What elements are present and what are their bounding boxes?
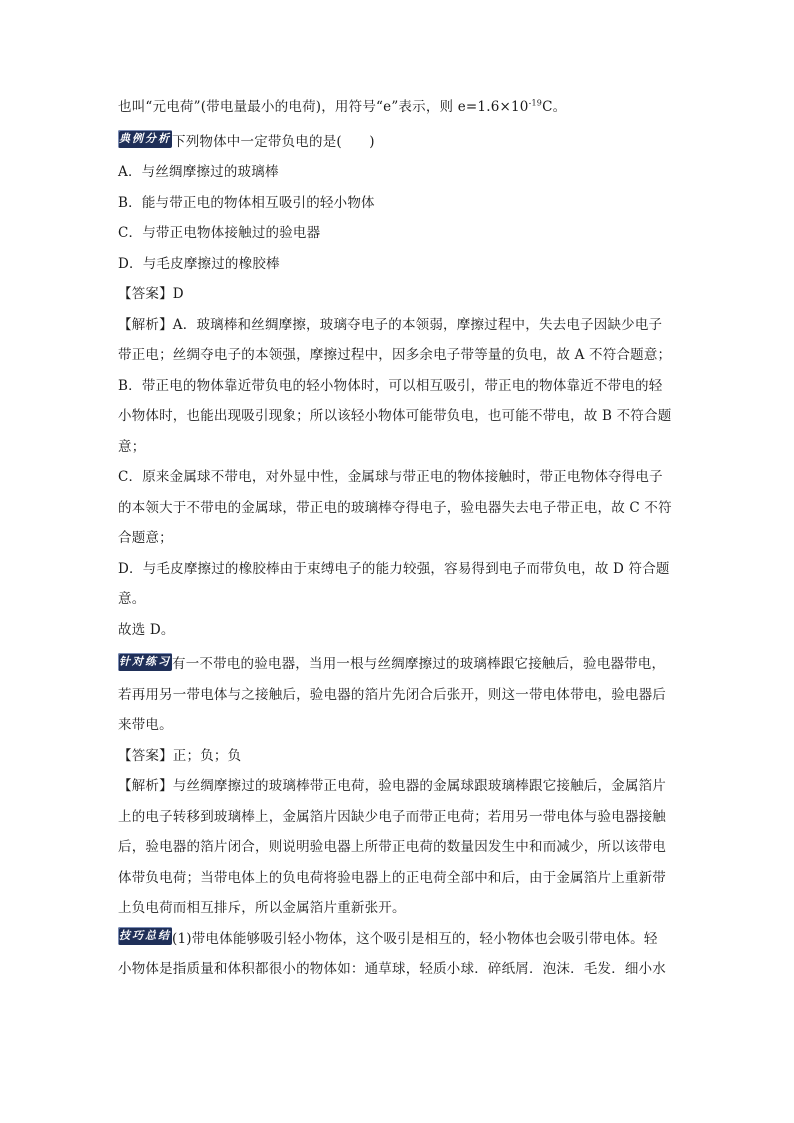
practice-analysis-line: 后，验电器的箔片闭合，则说明验电器上所带正电荷的数量因发生中和而减少，所以该带电 [118,839,666,855]
intro-unit: C。 [542,99,567,115]
analysis-line: D．与毛皮摩擦过的橡胶棒由于束缚电子的能力较强，容易得到电子而带负电，故 D 符合题 [118,560,670,577]
example-badge: 典例分析 [118,130,172,148]
analysis-line: 意； [118,438,146,455]
analysis-line: 【解析】A．玻璃棒和丝绸摩擦，玻璃夺电子的本领弱，摩擦过程中，失去电子因缺少电子 [118,316,663,333]
summary-line [118,924,684,955]
analysis-line: B．带正电的物体靠近带负电的轻小物体时，可以相互吸引，带正电的物体靠近不带电的轻 [118,377,663,394]
option-c: C．与带正电物体接触过的验电器 [118,225,321,241]
practice-analysis-line: 【解析】与丝绸摩擦过的玻璃棒带正电荷，验电器的金属球跟玻璃棒跟它接触后，金属箔片 [118,778,666,794]
practice-question-line [118,649,684,680]
analysis-line: 带正电；丝绸夺电子的本领强，摩擦过程中，因多余电子带等量的负电，故 A 不符合题意； [118,347,672,363]
example-answer: 【答案】D [118,286,184,302]
analysis-line: 故选 D。 [118,621,175,638]
summary-badge: 技巧总结 [118,927,172,945]
analysis-line: 合题意； [118,530,173,546]
intro-line [118,92,684,123]
option-a: A．与丝绸摩擦过的玻璃棒 [118,164,279,180]
example-question: 下列物体中一定带负电的是( ) [172,133,375,150]
summary-line: 小物体是指质量和体积都很小的物体如：通草球，轻质小球．碎纸屑．泡沫．毛发．细小水 [118,961,666,977]
practice-analysis-line: 上负电荷而相互排斥，所以金属箔片重新张开。 [118,900,406,916]
summary-text: (1)带电体能够吸引轻小物体，这个吸引是相互的，轻小物体也会吸引带电体。轻 [172,930,658,947]
intro-exponent: -19 [528,98,543,108]
option-b: B．能与带正电的物体相互吸引的轻小物体 [118,194,375,211]
practice-badge: 针对练习 [118,653,172,671]
practice-question-line: 来带电。 [118,717,173,733]
practice-question-line: 若再用另一带电体与之接触后，验电器的箔片先闭合后张开，则这一带电体带电，验电器后 [118,686,666,703]
analysis-line: 小物体时，也能出现吸引现象；所以该轻小物体可能带负电，也可能不带电，故 B 不符合题 [118,408,672,424]
analysis-line: 的本领大于不带电的金属球，带正电的玻璃棒夺得电子，验电器失去电子带正电，故 C 不符 [118,499,672,516]
practice-answer: 【答案】正；负；负 [118,747,242,764]
practice-question: 有一不带电的验电器，当用一根与丝绸摩擦过的玻璃棒跟它接触后，验电器带电， [172,656,666,672]
document-page [118,92,684,985]
intro-text: 也叫“元电荷”(带电量最小的电荷)，用符号“e”表示，则 e=1.6×10 [118,99,529,115]
practice-analysis-line: 上的电子转移到玻璃棒上，金属箔片因缺少电子而带正电荷；若用另一带电体与验电器接触 [118,808,666,825]
example-question-line [118,127,684,158]
analysis-line: C．原来金属球不带电，对外显中性，金属球与带正电的物体接触时，带正电物体夺得电子 [118,469,663,485]
option-d: D．与毛皮摩擦过的橡胶棒 [118,255,280,272]
analysis-line: 意。 [118,591,146,607]
practice-analysis-line: 体带负电荷；当带电体上的负电荷将验电器上的正电荷全部中和后，由于金属箔片上重新带 [118,869,666,886]
